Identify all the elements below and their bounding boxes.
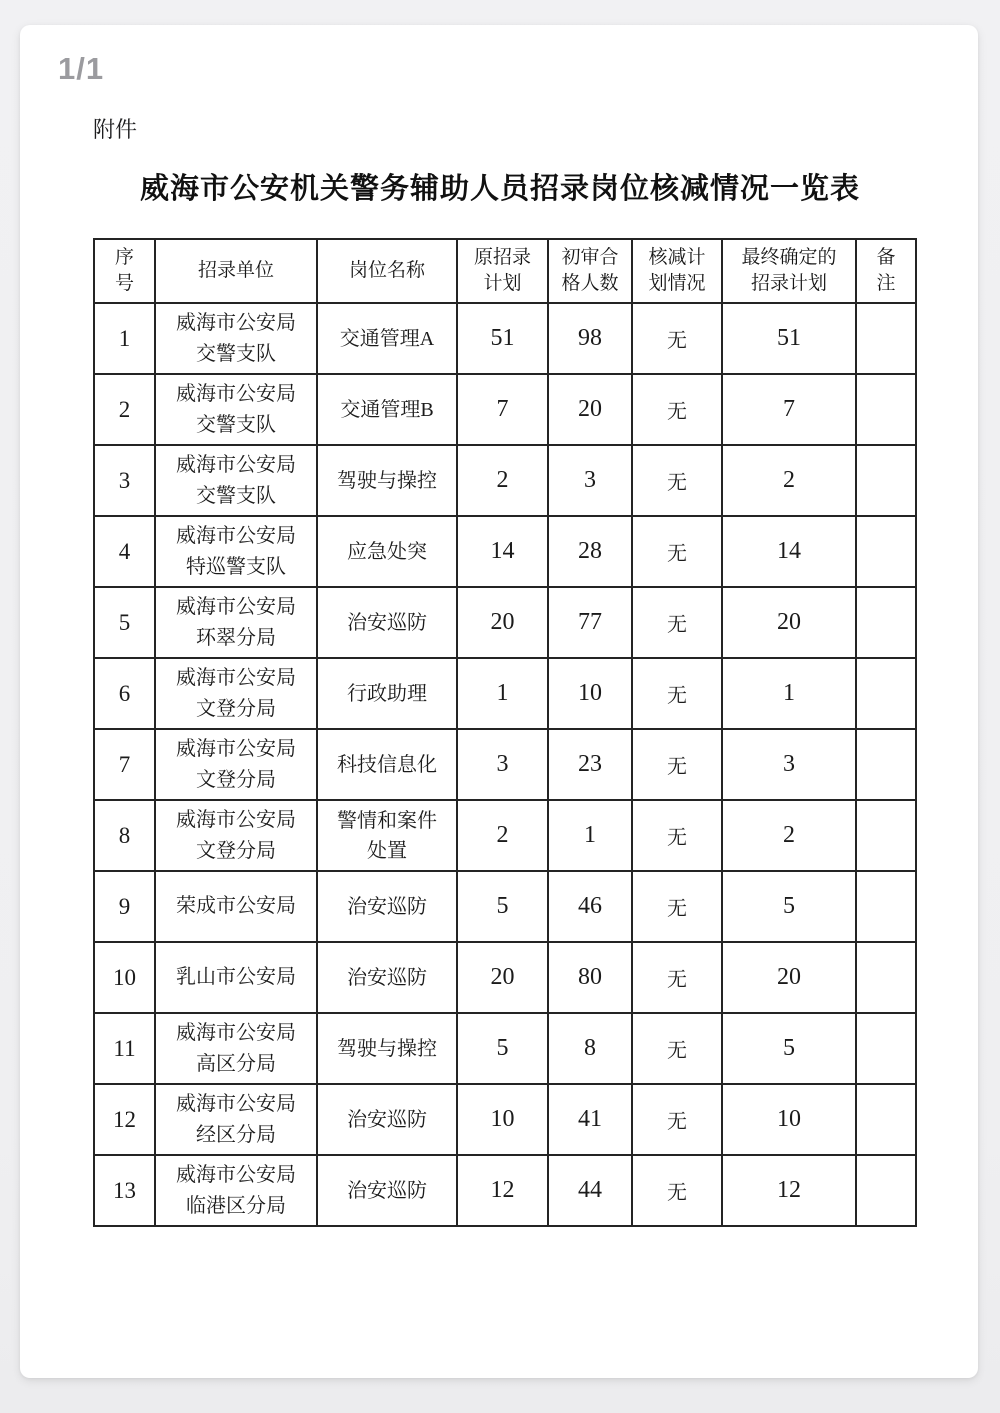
table-header-row bbox=[94, 239, 916, 303]
cell-reduction-status: 无 bbox=[632, 445, 722, 516]
table-row bbox=[94, 1084, 916, 1155]
cell-final-plan: 1 bbox=[722, 658, 856, 729]
cell-position: 交通管理A bbox=[317, 303, 457, 374]
cell-reduction-status: 无 bbox=[632, 871, 722, 942]
table-row bbox=[94, 658, 916, 729]
header-original-plan: 原招录计划 bbox=[457, 239, 548, 303]
cell-remark bbox=[856, 871, 916, 942]
cell-seq: 9 bbox=[94, 871, 155, 942]
page-indicator: 1/1 bbox=[58, 51, 105, 86]
cell-seq: 6 bbox=[94, 658, 155, 729]
cell-original-plan: 20 bbox=[457, 942, 548, 1013]
cell-original-plan: 51 bbox=[457, 303, 548, 374]
table-row bbox=[94, 374, 916, 445]
cell-qualified-count: 23 bbox=[548, 729, 632, 800]
cell-position: 行政助理 bbox=[317, 658, 457, 729]
table-row bbox=[94, 303, 916, 374]
table-row bbox=[94, 1155, 916, 1226]
cell-original-plan: 7 bbox=[457, 374, 548, 445]
cell-original-plan: 5 bbox=[457, 1013, 548, 1084]
cell-remark bbox=[856, 942, 916, 1013]
cell-qualified-count: 3 bbox=[548, 445, 632, 516]
cell-final-plan: 2 bbox=[722, 800, 856, 871]
cell-seq: 12 bbox=[94, 1084, 155, 1155]
cell-position: 警情和案件处置 bbox=[317, 800, 457, 871]
cell-final-plan: 10 bbox=[722, 1084, 856, 1155]
cell-original-plan: 2 bbox=[457, 800, 548, 871]
table-row bbox=[94, 587, 916, 658]
cell-seq: 11 bbox=[94, 1013, 155, 1084]
cell-final-plan: 14 bbox=[722, 516, 856, 587]
cell-remark bbox=[856, 658, 916, 729]
cell-original-plan: 14 bbox=[457, 516, 548, 587]
cell-unit: 威海市公安局交警支队 bbox=[155, 445, 317, 516]
cell-position: 驾驶与操控 bbox=[317, 445, 457, 516]
table-row bbox=[94, 445, 916, 516]
cell-final-plan: 3 bbox=[722, 729, 856, 800]
cell-unit: 荣成市公安局 bbox=[155, 871, 317, 942]
cell-qualified-count: 1 bbox=[548, 800, 632, 871]
cell-remark bbox=[856, 516, 916, 587]
cell-remark bbox=[856, 374, 916, 445]
cell-qualified-count: 10 bbox=[548, 658, 632, 729]
cell-seq: 7 bbox=[94, 729, 155, 800]
cell-remark bbox=[856, 800, 916, 871]
cell-qualified-count: 8 bbox=[548, 1013, 632, 1084]
cell-unit: 威海市公安局临港区分局 bbox=[155, 1155, 317, 1226]
cell-qualified-count: 28 bbox=[548, 516, 632, 587]
cell-seq: 8 bbox=[94, 800, 155, 871]
document-title: 威海市公安机关警务辅助人员招录岗位核减情况一览表 bbox=[139, 173, 860, 205]
cell-reduction-status: 无 bbox=[632, 942, 722, 1013]
cell-original-plan: 20 bbox=[457, 587, 548, 658]
cell-reduction-status: 无 bbox=[632, 800, 722, 871]
cell-remark bbox=[856, 729, 916, 800]
cell-final-plan: 2 bbox=[722, 445, 856, 516]
cell-original-plan: 12 bbox=[457, 1155, 548, 1226]
cell-reduction-status: 无 bbox=[632, 1084, 722, 1155]
cell-remark bbox=[856, 445, 916, 516]
cell-seq: 5 bbox=[94, 587, 155, 658]
header-unit: 招录单位 bbox=[155, 239, 317, 303]
cell-remark bbox=[856, 1013, 916, 1084]
cell-qualified-count: 46 bbox=[548, 871, 632, 942]
cell-qualified-count: 77 bbox=[548, 587, 632, 658]
cell-seq: 10 bbox=[94, 942, 155, 1013]
cell-position: 驾驶与操控 bbox=[317, 1013, 457, 1084]
cell-unit: 威海市公安局高区分局 bbox=[155, 1013, 317, 1084]
cell-qualified-count: 20 bbox=[548, 374, 632, 445]
cell-final-plan: 7 bbox=[722, 374, 856, 445]
cell-position: 应急处突 bbox=[317, 516, 457, 587]
cell-reduction-status: 无 bbox=[632, 658, 722, 729]
cell-seq: 13 bbox=[94, 1155, 155, 1226]
cell-seq: 3 bbox=[94, 445, 155, 516]
cell-remark bbox=[856, 303, 916, 374]
cell-final-plan: 5 bbox=[722, 871, 856, 942]
cell-unit: 威海市公安局经区分局 bbox=[155, 1084, 317, 1155]
cell-remark bbox=[856, 1155, 916, 1226]
cell-position: 治安巡防 bbox=[317, 1155, 457, 1226]
cell-qualified-count: 98 bbox=[548, 303, 632, 374]
cell-final-plan: 20 bbox=[722, 942, 856, 1013]
cell-unit: 威海市公安局交警支队 bbox=[155, 374, 317, 445]
cell-position: 治安巡防 bbox=[317, 871, 457, 942]
cell-unit: 乳山市公安局 bbox=[155, 942, 317, 1013]
cell-qualified-count: 80 bbox=[548, 942, 632, 1013]
cell-reduction-status: 无 bbox=[632, 516, 722, 587]
cell-reduction-status: 无 bbox=[632, 587, 722, 658]
table-row bbox=[94, 1013, 916, 1084]
cell-remark bbox=[856, 587, 916, 658]
cell-seq: 1 bbox=[94, 303, 155, 374]
header-position: 岗位名称 bbox=[317, 239, 457, 303]
cell-reduction-status: 无 bbox=[632, 303, 722, 374]
cell-original-plan: 2 bbox=[457, 445, 548, 516]
cell-qualified-count: 44 bbox=[548, 1155, 632, 1226]
header-qualified-count: 初审合格人数 bbox=[548, 239, 632, 303]
cell-original-plan: 10 bbox=[457, 1084, 548, 1155]
cell-unit: 威海市公安局交警支队 bbox=[155, 303, 317, 374]
cell-original-plan: 1 bbox=[457, 658, 548, 729]
cell-position: 科技信息化 bbox=[317, 729, 457, 800]
cell-unit: 威海市公安局特巡警支队 bbox=[155, 516, 317, 587]
cell-reduction-status: 无 bbox=[632, 729, 722, 800]
table-row bbox=[94, 516, 916, 587]
cell-reduction-status: 无 bbox=[632, 1155, 722, 1226]
header-final-plan: 最终确定的招录计划 bbox=[722, 239, 856, 303]
cell-unit: 威海市公安局文登分局 bbox=[155, 729, 317, 800]
cell-seq: 4 bbox=[94, 516, 155, 587]
cell-final-plan: 5 bbox=[722, 1013, 856, 1084]
cell-unit: 威海市公安局环翠分局 bbox=[155, 587, 317, 658]
cell-position: 治安巡防 bbox=[317, 942, 457, 1013]
recruitment-table bbox=[93, 238, 917, 1227]
table-row bbox=[94, 800, 916, 871]
cell-original-plan: 5 bbox=[457, 871, 548, 942]
cell-position: 交通管理B bbox=[317, 374, 457, 445]
cell-reduction-status: 无 bbox=[632, 1013, 722, 1084]
cell-final-plan: 12 bbox=[722, 1155, 856, 1226]
header-reduction-status: 核减计划情况 bbox=[632, 239, 722, 303]
cell-remark bbox=[856, 1084, 916, 1155]
attachment-label: 附件 bbox=[93, 117, 138, 142]
cell-original-plan: 3 bbox=[457, 729, 548, 800]
cell-seq: 2 bbox=[94, 374, 155, 445]
table-row bbox=[94, 871, 916, 942]
header-remark: 备注 bbox=[856, 239, 916, 303]
cell-position: 治安巡防 bbox=[317, 587, 457, 658]
cell-reduction-status: 无 bbox=[632, 374, 722, 445]
table-row bbox=[94, 729, 916, 800]
cell-final-plan: 20 bbox=[722, 587, 856, 658]
header-seq: 序号 bbox=[94, 239, 155, 303]
table-row bbox=[94, 942, 916, 1013]
document-page bbox=[20, 25, 978, 1378]
cell-qualified-count: 41 bbox=[548, 1084, 632, 1155]
cell-position: 治安巡防 bbox=[317, 1084, 457, 1155]
cell-unit: 威海市公安局文登分局 bbox=[155, 658, 317, 729]
cell-unit: 威海市公安局文登分局 bbox=[155, 800, 317, 871]
cell-final-plan: 51 bbox=[722, 303, 856, 374]
